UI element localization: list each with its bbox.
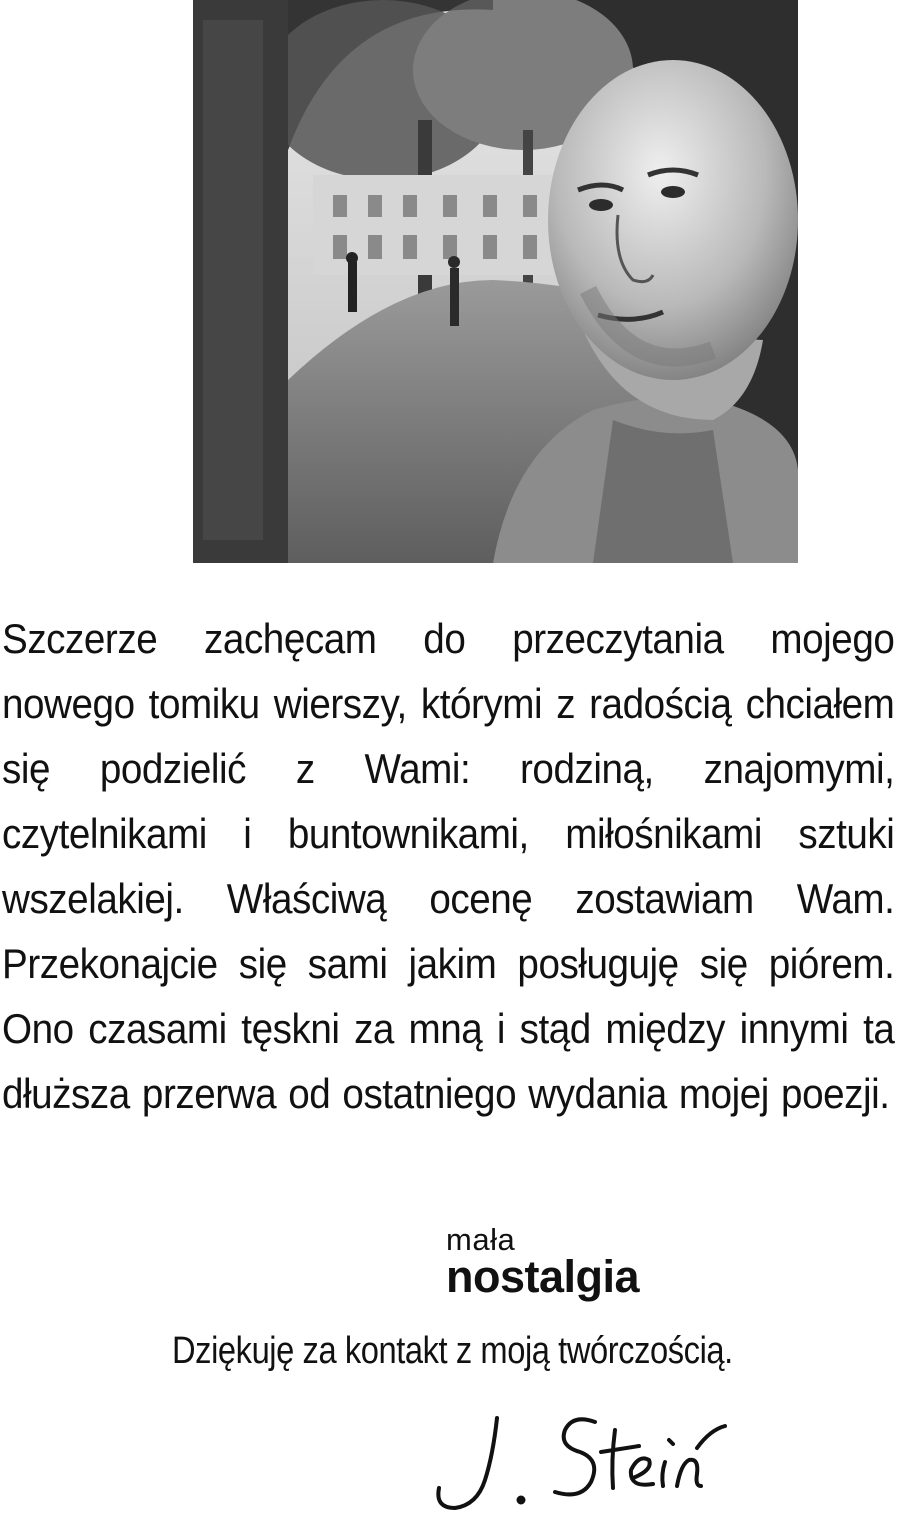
signature	[425, 1400, 745, 1518]
portrait-photo-icon	[193, 0, 798, 563]
logo-small-text: mała	[446, 1222, 516, 1257]
publisher-logo	[446, 1222, 716, 1302]
author-photo	[193, 0, 798, 563]
signature-icon	[425, 1400, 745, 1518]
body-text: Szczerze zachęcam do przeczytania mojego nowego tomiku wierszy, którymi z radością chciałem się podzielić z Wami: rodziną, znajomymi, czytelnikami i buntownikami, miłośnikami sztuki wszelakiej. Właściwą ocenę zostawiam Wam. Przekonajcie się sami jakim posługuję się piórem. Ono czasami tęskni za mną i stąd między innymi ta dłuższa przerwa od ostatniego wydania mojej poezji.	[2, 615, 895, 1117]
logo-big-text: nostalgia	[446, 1251, 640, 1302]
thanks-line: Dziękuję za kontakt z moją twórczością.	[172, 1330, 733, 1372]
